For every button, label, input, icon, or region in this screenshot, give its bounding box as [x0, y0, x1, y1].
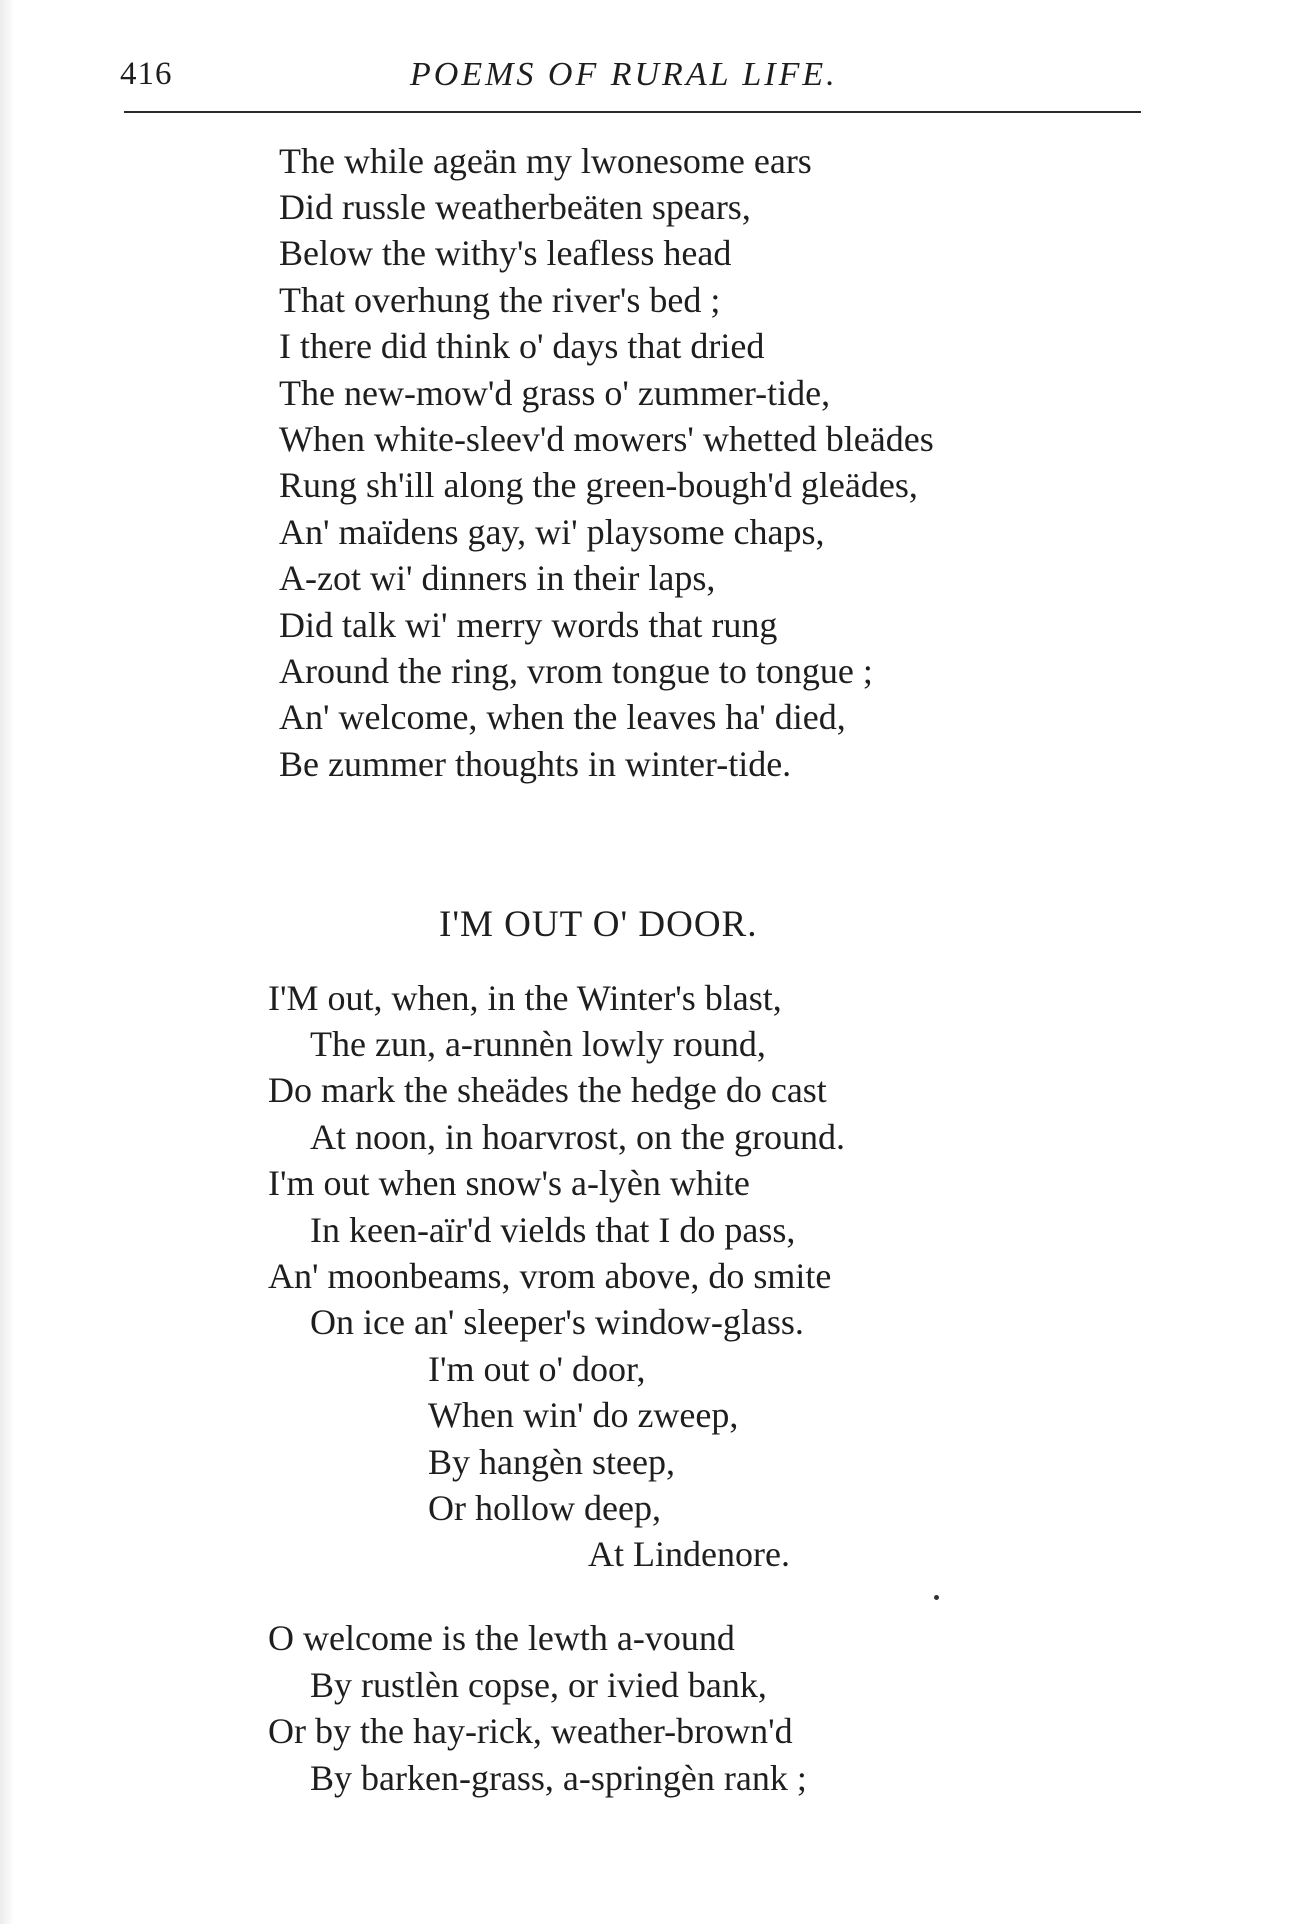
refrain-line: By hangèn steep,: [428, 1442, 675, 1482]
poem-line: Do mark the sheädes the hedge do cast: [268, 1070, 827, 1110]
poem-line: The while ageän my lwonesome ears: [279, 141, 812, 181]
poem-line: Or by the hay-rick, weather-brown'd: [268, 1711, 793, 1751]
poem-line: O welcome is the lewth a-vound: [268, 1618, 735, 1658]
poem-line: At noon, in hoarvrost, on the ground.: [310, 1117, 845, 1157]
poem-line: Did talk wi' merry words that rung: [279, 605, 778, 645]
poem-line: Rung sh'ill along the green-bough'd gleädes,: [279, 465, 918, 505]
page-gutter-shadow: [0, 0, 14, 1924]
poem-line: Around the ring, vrom tongue to tongue ;: [279, 651, 873, 691]
poem-line: By rustlèn copse, or ivied bank,: [310, 1665, 767, 1705]
poem-line: I'M out, when, in the Winter's blast,: [268, 978, 782, 1018]
poem-line: Be zummer thoughts in winter-tide.: [279, 744, 792, 784]
poem-line: On ice an' sleeper's window-glass.: [310, 1302, 804, 1342]
poem-line: A-zot wi' dinners in their laps,: [279, 558, 716, 598]
refrain-line: Or hollow deep,: [428, 1488, 661, 1528]
poem-line: An' welcome, when the leaves ha' died,: [279, 697, 846, 737]
poem-line: When white-sleev'd mowers' whetted bleädes: [279, 419, 934, 459]
refrain-line: I'm out o' door,: [428, 1349, 646, 1389]
refrain-line: When win' do zweep,: [428, 1395, 739, 1435]
header-rule: [124, 111, 1141, 113]
stray-dot-mark: [934, 1595, 939, 1600]
poem-line: The new-mow'd grass o' zummer-tide,: [279, 373, 831, 413]
refrain-line: At Lindenore.: [588, 1534, 790, 1574]
poem-line: An' moonbeams, vrom above, do smite: [268, 1256, 832, 1296]
poem-line: Below the withy's leafless head: [279, 233, 732, 273]
running-title: POEMS OF RURAL LIFE.: [410, 56, 838, 93]
poem-line: In keen-aïr'd vields that I do pass,: [310, 1210, 796, 1250]
poem-line: That overhung the river's bed ;: [279, 280, 721, 320]
poem-line: The zun, a-runnèn lowly round,: [310, 1024, 766, 1064]
page-number: 416: [120, 56, 173, 92]
poem-line: Did russle weatherbeäten spears,: [279, 187, 751, 227]
poem-line: An' maïdens gay, wi' playsome chaps,: [279, 512, 825, 552]
poem-title: I'M OUT O' DOOR.: [439, 904, 758, 945]
poem-line: I'm out when snow's a-lyèn white: [268, 1163, 750, 1203]
poem-line: I there did think o' days that dried: [279, 326, 765, 366]
poem-line: By barken-grass, a-springèn rank ;: [310, 1758, 807, 1798]
